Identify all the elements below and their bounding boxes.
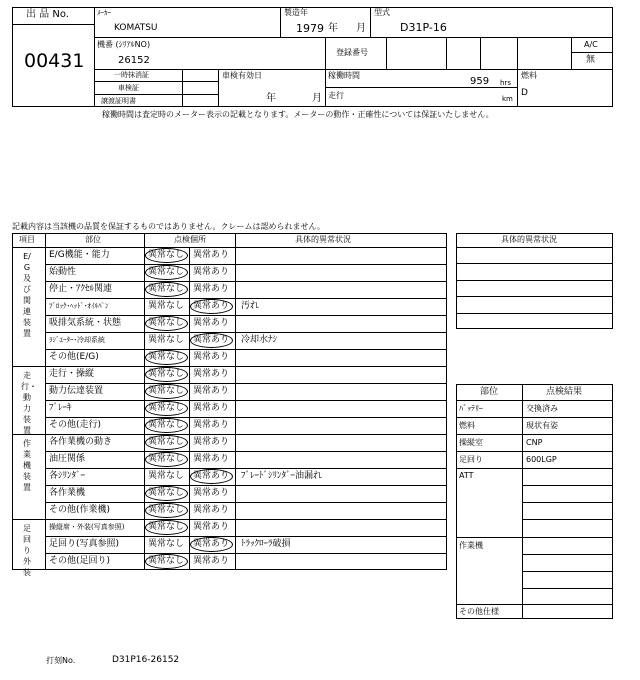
group-label: 作業機装置: [23, 439, 31, 492]
issue-label: 異常あり: [193, 335, 230, 345]
issue-label: 異常あり: [193, 488, 230, 498]
no-issue-circle: [145, 367, 188, 382]
hours-label: 稼働時間: [328, 71, 360, 80]
stamp-value: D31P16-26152: [112, 655, 180, 665]
table-row-part: 始動性: [49, 267, 77, 277]
no-issue-label: 異常なし: [148, 471, 185, 481]
table-row-part: 走行・操縦: [49, 369, 95, 379]
no-issue-label: 異常なし: [148, 352, 185, 362]
model-value: D31P-16: [400, 21, 447, 34]
table-row-part: 停止・ｱｸｾﾙ関連: [49, 284, 113, 294]
att-label: ATT: [459, 471, 474, 480]
lot-label-line: [12, 24, 94, 25]
maker-value: KOMATSU: [114, 23, 158, 33]
lot-divider: [94, 7, 95, 107]
table-row-line: [45, 332, 447, 333]
reg-col3: [517, 37, 518, 69]
table-row-part: 足回り(写真参照): [49, 539, 120, 549]
result-row-part: 燃料: [459, 421, 475, 430]
doc-temp-cancel: 一時抹消証: [114, 71, 149, 79]
result-header-line: [456, 400, 613, 401]
result-row-line: [456, 434, 613, 435]
doc-divider: [182, 69, 183, 107]
att-sub-line: [522, 519, 613, 520]
reg-col1: [446, 37, 447, 69]
issue-circle: [190, 537, 233, 552]
right-detail-header: 具体的異常状況: [501, 235, 557, 244]
result-row-line: [456, 451, 613, 452]
quality-note: 記載内容は当該機の品質を保証するものではありません。クレームは認められません。: [12, 222, 325, 231]
right-detail-row-line: [456, 263, 613, 264]
hours-note: 稼働時間は査定時のメーター表示の記載となります。メーターの動作・正確性については保証いたしません。: [102, 110, 494, 119]
no-issue-circle: [145, 418, 188, 433]
maker-divider: [280, 7, 281, 37]
result-header-result: 点検結果: [546, 387, 583, 397]
table-row-part: ﾌﾞﾚｰｷ: [49, 403, 72, 413]
table-row-part: 操縦席・外装(写真参照): [49, 523, 125, 531]
table-row-line: [45, 468, 447, 469]
table-row-detail: ﾄﾗｯｸﾛｰﾗ破損: [241, 539, 291, 549]
no-issue-circle: [145, 350, 188, 365]
table-row-line: [45, 502, 447, 503]
right-detail-row-line: [456, 247, 613, 248]
maker-label: ﾒｰｶｰ: [97, 9, 111, 17]
no-issue-circle: [145, 554, 188, 569]
table-row-line: [45, 536, 447, 537]
issue-label: 異常あり: [193, 352, 230, 362]
issue-label: 異常あり: [193, 369, 230, 379]
no-issue-circle: [145, 520, 188, 535]
inspection-month: 月: [312, 93, 322, 104]
year-label: 製造年: [284, 8, 308, 17]
serial-label: 機番 (ｼﾘｱﾙNO): [97, 40, 151, 49]
no-issue-circle: [145, 503, 188, 518]
year-divider: [370, 7, 371, 37]
result-header-part: 部位: [480, 387, 499, 397]
table-row-part: その他(足回り): [49, 556, 111, 566]
reg-label-divider: [386, 37, 387, 69]
year-unit: 年: [328, 23, 338, 34]
result-row-part: ﾊﾞｯﾃﾘｰ: [459, 404, 483, 413]
issue-label: 異常あり: [193, 471, 230, 481]
issue-label: 異常あり: [193, 420, 230, 430]
att-line: [456, 468, 613, 469]
table-row-line: [45, 553, 447, 554]
issue-circle: [190, 469, 233, 484]
no-issue-circle: [145, 401, 188, 416]
work-sub-line: [522, 554, 613, 555]
no-issue-label: 異常なし: [148, 369, 185, 379]
no-issue-label: 異常なし: [148, 522, 185, 532]
no-issue-circle: [145, 486, 188, 501]
work-sub-line: [522, 588, 613, 589]
serial-value: 26152: [118, 55, 150, 66]
model-label: 型式: [374, 8, 390, 17]
ac-line: [571, 52, 613, 53]
table-row-detail: ﾌﾞﾚｰﾄﾞｼﾘﾝﾀﾞｰ油漏れ: [241, 471, 323, 481]
lot-number: 00431: [24, 50, 85, 72]
no-issue-label: 異常なし: [148, 505, 185, 515]
header-item: 項目: [19, 235, 35, 244]
table-row-part: その他(走行): [49, 420, 102, 430]
table-row-part: その他(E/G): [49, 352, 99, 362]
group-label: E/G及び関連装置: [23, 252, 31, 338]
no-issue-label: 異常なし: [148, 335, 185, 345]
table-row-line: [45, 298, 447, 299]
issue-circle: [190, 333, 233, 348]
km-unit: km: [502, 95, 513, 103]
no-issue-circle: [145, 248, 188, 263]
att-sub-line: [522, 502, 613, 503]
no-issue-label: 異常なし: [148, 318, 185, 328]
no-issue-circle: [145, 316, 188, 331]
hours-value: 959: [470, 76, 490, 87]
group-label: 足回り外装: [23, 524, 31, 577]
right-detail-row-line: [456, 313, 613, 314]
inspection-divider: [325, 69, 326, 107]
work-label: 作業機: [459, 541, 483, 550]
result-row-part: 足回り: [459, 455, 483, 464]
month-unit: 月: [356, 23, 366, 34]
table-row-line: [45, 315, 447, 316]
right-detail-row-line: [456, 280, 613, 281]
ac-divider: [571, 37, 572, 69]
hours-unit: hrs: [500, 79, 511, 87]
header-check: 点検個所: [174, 235, 206, 244]
right-detail-row-line: [456, 296, 613, 297]
table-row-part: 各作業機: [49, 488, 86, 498]
table-row-part: 各作業機の動き: [49, 437, 113, 447]
year-value: 1979: [296, 22, 324, 35]
no-issue-label: 異常なし: [148, 420, 185, 430]
no-issue-circle: [145, 384, 188, 399]
issue-label: 異常あり: [193, 556, 230, 566]
issue-label: 異常あり: [193, 505, 230, 515]
no-issue-circle: [145, 282, 188, 297]
result-row-value: CNP: [526, 438, 543, 447]
lot-label: 出 品 No.: [26, 9, 69, 20]
no-issue-label: 異常なし: [148, 403, 185, 413]
doc-transfer-cert: 譲渡証明書: [101, 97, 136, 105]
issue-label: 異常あり: [193, 284, 230, 294]
group-line: [12, 434, 447, 435]
inspection-year: 年: [266, 93, 276, 104]
result-row-value: 現状有姿: [526, 421, 558, 430]
result-row-part: 操縦室: [459, 438, 483, 447]
group-line: [12, 366, 447, 367]
inspection-header-line: [12, 247, 447, 248]
doc-check-divider: [218, 69, 219, 107]
serial-divider: [325, 37, 326, 69]
table-row-line: [45, 349, 447, 350]
work-sub-line: [522, 571, 613, 572]
issue-label: 異常あり: [193, 250, 230, 260]
table-row-part: 吸排気系統・状態: [49, 318, 122, 328]
table-row-line: [45, 451, 447, 452]
inspection-label: 車検有効日: [222, 71, 262, 80]
no-issue-circle: [145, 435, 188, 450]
header-detail: 具体的異常状況: [295, 235, 351, 244]
table-row-line: [45, 383, 447, 384]
table-row-line: [45, 264, 447, 265]
no-issue-circle: [145, 452, 188, 467]
no-issue-label: 異常なし: [148, 386, 185, 396]
km-label: 走行: [328, 91, 344, 100]
header-row1-line: [94, 37, 613, 38]
reg-label: 登録番号: [336, 48, 368, 57]
ac-value: 無: [586, 55, 596, 65]
doc-line2: [94, 94, 218, 95]
table-row-detail: 汚れ: [241, 301, 260, 311]
table-row-part: 動力伝達装置: [49, 386, 104, 396]
group-line: [12, 519, 447, 520]
issue-label: 異常あり: [193, 301, 230, 311]
header-part: 部位: [85, 235, 101, 244]
table-row-part: その他(作業機): [49, 505, 111, 515]
no-issue-label: 異常なし: [148, 556, 185, 566]
no-issue-label: 異常なし: [148, 284, 185, 294]
issue-label: 異常あり: [193, 539, 230, 549]
issue-label: 異常あり: [193, 437, 230, 447]
table-row-line: [45, 417, 447, 418]
hours-line: [325, 87, 517, 88]
work-line: [456, 537, 613, 538]
doc-vehicle-cert: 車検証: [118, 84, 139, 92]
group-label: 走行・動力装置: [21, 371, 37, 435]
result-row-line: [456, 417, 613, 418]
no-issue-label: 異常なし: [148, 539, 185, 549]
issue-circle: [190, 299, 233, 314]
table-row-part: 各ｼﾘﾝﾀﾞｰ: [49, 471, 86, 481]
issue-label: 異常あり: [193, 522, 230, 532]
issue-label: 異常あり: [193, 267, 230, 277]
table-row-part: ﾗｼﾞｴｰﾀｰ･冷却系統: [49, 336, 105, 344]
other-label: その他仕様: [459, 607, 499, 616]
table-row-detail: 冷却水ﾅｼ: [241, 335, 278, 345]
header-row2-line: [94, 69, 613, 70]
fuel-label: 燃料: [521, 71, 537, 80]
hours-divider: [517, 69, 518, 107]
att-sub-line: [522, 485, 613, 486]
table-row-line: [45, 485, 447, 486]
issue-label: 異常あり: [193, 454, 230, 464]
table-row-part: 油圧関係: [49, 454, 86, 464]
table-row-line: [45, 400, 447, 401]
stamp-label: 打刻No.: [46, 656, 76, 665]
doc-line1: [94, 81, 218, 82]
other-line: [456, 604, 613, 605]
no-issue-label: 異常なし: [148, 250, 185, 260]
table-row-line: [45, 281, 447, 282]
reg-col2: [480, 37, 481, 69]
issue-label: 異常あり: [193, 403, 230, 413]
result-row-value: 600LGP: [526, 455, 557, 464]
no-issue-label: 異常なし: [148, 267, 185, 277]
result-row-value: 交換済み: [526, 404, 558, 413]
no-issue-label: 異常なし: [148, 488, 185, 498]
table-row-part: E/G機能・能力: [49, 250, 110, 260]
table-row-part: ﾌﾞﾛｯｸ･ﾍｯﾄﾞ･ｵｲﾙﾊﾟﾝ: [49, 302, 109, 310]
fuel-value: D: [521, 88, 528, 98]
issue-label: 異常あり: [193, 318, 230, 328]
ac-label: A/C: [584, 40, 598, 49]
no-issue-label: 異常なし: [148, 437, 185, 447]
issue-label: 異常あり: [193, 386, 230, 396]
no-issue-label: 異常なし: [148, 454, 185, 464]
no-issue-label: 異常なし: [148, 301, 185, 311]
no-issue-circle: [145, 265, 188, 280]
